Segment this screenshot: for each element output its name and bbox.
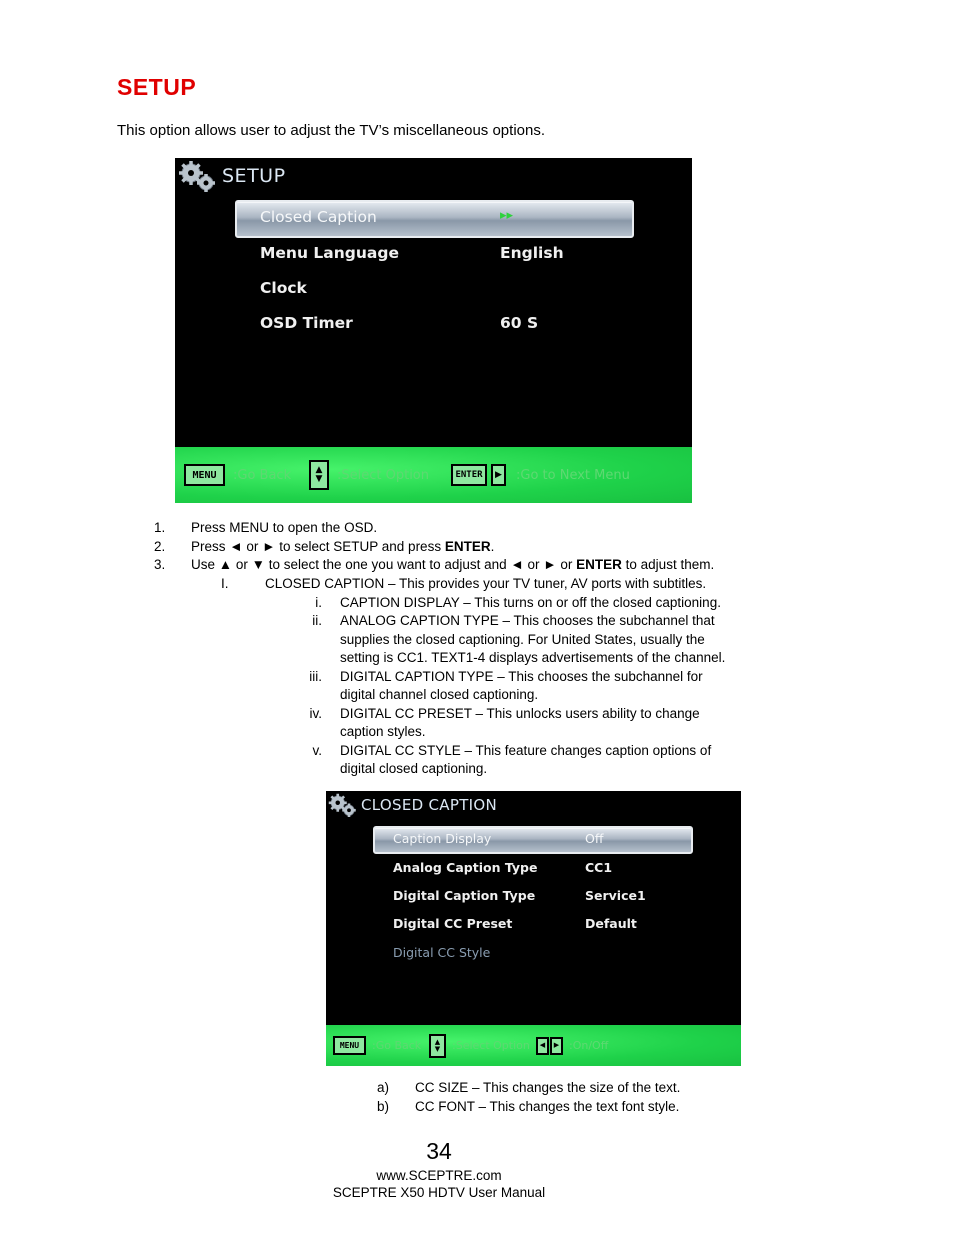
menu-key-icon: MENU (184, 464, 225, 486)
step-text-segment: to adjust them. (621, 557, 715, 572)
closed-caption-osd-screenshot (326, 791, 741, 1066)
option-number: iv. (309, 705, 322, 721)
osd-menu-row[interactable] (393, 831, 693, 849)
option-number: v. (312, 742, 322, 758)
osd-menu-label: Caption Display (393, 831, 492, 846)
osd-menu-row[interactable] (260, 314, 640, 336)
item-letter: b) (377, 1098, 390, 1114)
osd-menu-row[interactable] (393, 916, 693, 934)
osd-menu-label: Digital CC Preset (393, 916, 513, 931)
osd-menu-label: Closed Caption (260, 208, 377, 226)
left-arrow-icon: ◀ (536, 1037, 549, 1055)
item-letter: a) (377, 1080, 390, 1095)
next-menu-hint: :Go to Next Menu (516, 467, 630, 483)
step-text-segment: Press MENU to open the OSD. (191, 520, 378, 535)
step-number: 2. (154, 538, 166, 554)
osd-menu-value: 60 S (500, 314, 539, 332)
option-text-line: supplies the closed captioning. For United States, usually the (340, 631, 705, 647)
osd-menu-value: ▸▸ (500, 208, 514, 223)
option-number: i. (315, 594, 322, 610)
osd-menu-label: Menu Language (260, 244, 399, 262)
step-text (191, 519, 377, 538)
option-text-line: caption styles. (340, 724, 426, 739)
step-text-segment: . (490, 538, 495, 554)
osd-menu-label: Digital CC Style (393, 945, 491, 960)
osd-menu-label: OSD Timer (260, 314, 353, 332)
step-number: 3. (154, 557, 166, 572)
step-number: 1. (154, 520, 166, 535)
item-text: CC FONT – This changes the text font style. (415, 1098, 680, 1114)
osd-menu-value: Off (585, 831, 604, 846)
osd-menu-row[interactable] (260, 244, 640, 266)
step-text-segment: Use ▲ or ▼ to select the one you want to adjust and ◄ or ► or (191, 557, 577, 572)
enter-key-icon: ENTER (451, 464, 487, 486)
option-text-line: CAPTION DISPLAY – This turns on or off the closed captioning. (340, 594, 721, 610)
select-option-hint: :Select Option (337, 467, 430, 483)
option-number: ii. (312, 613, 322, 628)
osd-menu-value: Default (585, 916, 637, 931)
right-arrow-icon: ▶ (550, 1037, 563, 1055)
osd-title: SETUP (222, 165, 286, 187)
step-text-bold: ENTER (576, 557, 622, 572)
gear-icon (328, 792, 358, 818)
option-text-line: digital channel closed captioning. (340, 687, 539, 702)
option-text-line: DIGITAL CC STYLE – This feature changes caption options of (340, 742, 712, 758)
item-text: CLOSED CAPTION – This provides your TV tuner, AV ports with subtitles. (265, 576, 707, 591)
right-arrow-icon: ▶ (491, 464, 506, 486)
osd-menu-label: Clock (260, 279, 307, 297)
osd-menu-label: Digital Caption Type (393, 888, 536, 903)
page-number: 34 (426, 1138, 452, 1164)
option-text-line: setting is CC1. TEXT1-4 displays advertisements of the channel. (340, 650, 726, 665)
step-text (191, 556, 714, 575)
option-text-line: ANALOG CAPTION TYPE – This chooses the subchannel that (340, 613, 715, 628)
option-number: iii. (309, 668, 322, 684)
step-text-bold: ENTER (444, 538, 491, 554)
page-title: SETUP (117, 74, 197, 100)
adjust-hint: :On/Off (569, 1039, 609, 1052)
osd-menu-row[interactable] (260, 208, 640, 230)
up-down-arrows-icon: ▲ ▼ (309, 460, 329, 490)
osd-menu-value: CC1 (585, 860, 613, 875)
option-text-line: DIGITAL CAPTION TYPE – This chooses the subchannel for (340, 668, 703, 684)
osd-title: CLOSED CAPTION (361, 796, 498, 814)
menu-key-icon: MENU (333, 1036, 366, 1055)
osd-menu-value: Service1 (585, 888, 646, 903)
intro-text: This option allows user to adjust the TV’s miscellaneous options. (117, 122, 546, 139)
item-text: CC SIZE – This changes the size of the text. (415, 1080, 681, 1095)
osd-menu-row[interactable] (393, 860, 693, 878)
select-option-hint: :Select Option (452, 1039, 530, 1052)
go-back-hint: :Go Back (233, 467, 292, 483)
gear-icon (178, 159, 218, 193)
footer-manual-title: SCEPTRE X50 HDTV User Manual (332, 1185, 546, 1200)
footer-website: www.SCEPTRE.com (376, 1168, 502, 1183)
osd-help-bar (175, 447, 692, 503)
osd-menu-row[interactable] (393, 945, 693, 963)
osd-menu-row[interactable] (393, 888, 693, 906)
up-down-arrows-icon: ▲ ▼ (429, 1034, 446, 1058)
osd-menu-row[interactable] (260, 279, 640, 301)
osd-menu-value: English (500, 244, 564, 262)
osd-help-bar (326, 1025, 741, 1066)
go-back-hint: :Go Back (372, 1039, 422, 1052)
step-text-segment: Press ◄ or ► to select SETUP and press (191, 538, 445, 554)
option-text-line: digital closed captioning. (340, 761, 488, 776)
step-text (191, 538, 494, 557)
item-number: I. (221, 576, 229, 591)
setup-osd-screenshot (175, 158, 692, 503)
osd-menu-label: Analog Caption Type (393, 860, 538, 875)
option-text-line: DIGITAL CC PRESET – This unlocks users ability to change (340, 705, 700, 721)
